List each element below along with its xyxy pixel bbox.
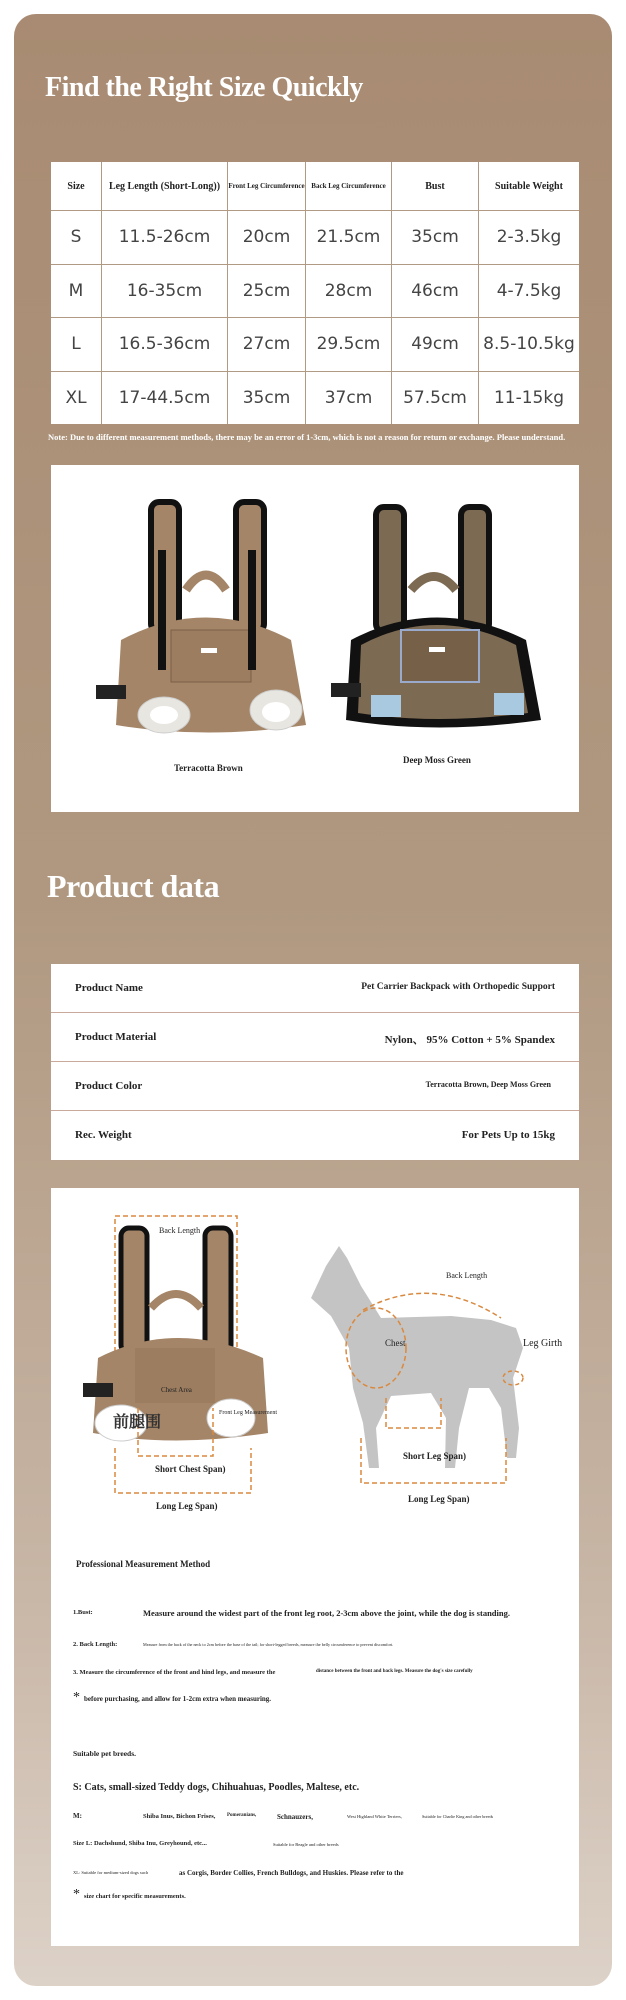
cell-size: S bbox=[51, 211, 102, 265]
method-star-2-text: size chart for specific measurements. bbox=[84, 1893, 186, 1900]
breed-line-l-extra: Suitable for Beagle and other breeds bbox=[273, 1842, 339, 1847]
method-title: Professional Measurement Method bbox=[76, 1559, 211, 1569]
label-back-length-left: Back Length bbox=[159, 1226, 201, 1235]
breed-line-m-c: Schnauzers, bbox=[277, 1813, 313, 1821]
cell-weight: 2-3.5kg bbox=[479, 211, 580, 265]
cell-front-leg: 20cm bbox=[228, 211, 306, 265]
cell-leg-length: 17-44.5cm bbox=[102, 371, 228, 424]
product-row-value: For Pets Up to 15kg bbox=[461, 1129, 555, 1141]
product-row-key: Product Color bbox=[75, 1080, 143, 1092]
header-bust: Bust bbox=[392, 162, 479, 211]
cell-back-leg: 29.5cm bbox=[306, 318, 392, 372]
table-row bbox=[51, 371, 579, 424]
label-dog-back-length: Back Length bbox=[446, 1271, 488, 1280]
carrier-brown-image bbox=[76, 490, 336, 750]
cell-size: L bbox=[51, 318, 102, 372]
label-chinese-front-leg: 前腿围 bbox=[113, 1412, 162, 1431]
label-chest-area: Chest Area bbox=[161, 1386, 192, 1394]
cell-bust: 35cm bbox=[392, 211, 479, 265]
header-size: Size bbox=[51, 162, 102, 211]
size-table-header bbox=[51, 162, 579, 211]
method-star-1: * bbox=[73, 1690, 80, 1705]
color-label-green: Deep Moss Green bbox=[403, 755, 471, 765]
header-back-leg: Back Leg Circumference bbox=[306, 162, 392, 211]
carrier-green-image bbox=[316, 495, 566, 745]
breed-line-s: S: Cats, small-sized Teddy dogs, Chihuahuas, Poodles, Maltese, etc. bbox=[73, 1782, 360, 1793]
label-front-leg-measurement: Front Leg Measurement bbox=[219, 1410, 277, 1416]
product-row-value: Pet Carrier Backpack with Orthopedic Support bbox=[361, 982, 555, 992]
header-front-leg: Front Leg Circumference bbox=[228, 162, 306, 211]
label-chest: Chest bbox=[385, 1338, 406, 1348]
breed-line-m-d: West Highland White Terriers, bbox=[347, 1814, 402, 1819]
product-row-value: Terracotta Brown, Deep Moss Green bbox=[425, 1080, 551, 1089]
breed-line-m-e: Suitable for Charlie King and other breeds bbox=[422, 1814, 494, 1819]
product-row-value: Nylon、 95% Cotton + 5% Spandex bbox=[384, 1034, 555, 1046]
cell-front-leg: 35cm bbox=[228, 371, 306, 424]
breed-line-l: Size L: Dachshund, Shiba Inu, Greyhound, etc... bbox=[73, 1840, 207, 1847]
breed-line-m-a: Shiba Inus, Bichon Frises, bbox=[143, 1813, 216, 1820]
color-label-brown: Terracotta Brown bbox=[174, 763, 243, 773]
method-star-2: * bbox=[73, 1887, 80, 1902]
cell-back-leg: 37cm bbox=[306, 371, 392, 424]
cell-front-leg: 27cm bbox=[228, 318, 306, 372]
breed-line-xl-text: as Corgis, Border Collies, French Bulldogs, and Huskies. Please refer to the bbox=[179, 1869, 404, 1877]
product-row-color bbox=[51, 1062, 579, 1111]
cell-leg-length: 11.5-26cm bbox=[102, 211, 228, 265]
measurement-card bbox=[51, 1188, 579, 1946]
size-note: Note: Due to different measurement methods, there may be an error of 1-3cm, which is not a reason for return or exchange. Please understand. bbox=[48, 432, 566, 442]
product-row-material bbox=[51, 1013, 579, 1062]
method-line-3a: 3. Measure the circumference of the front and hind legs, and measure the bbox=[73, 1669, 276, 1676]
cell-back-leg: 21.5cm bbox=[306, 211, 392, 265]
table-row bbox=[51, 211, 579, 265]
cell-bust: 49cm bbox=[392, 318, 479, 372]
product-row-name bbox=[51, 964, 579, 1013]
cell-leg-length: 16-35cm bbox=[102, 264, 228, 318]
color-options-card bbox=[51, 465, 579, 812]
cell-size: XL bbox=[51, 371, 102, 424]
cell-bust: 46cm bbox=[392, 264, 479, 318]
header-weight: Suitable Weight bbox=[479, 162, 580, 211]
label-short-chest-span: Short Chest Span) bbox=[155, 1464, 226, 1474]
label-long-leg-span-right: Long Leg Span) bbox=[408, 1494, 470, 1504]
method-line-3b: distance between the front and back legs. Measure the dog's size carefully bbox=[316, 1669, 473, 1674]
product-data-card bbox=[51, 964, 579, 1160]
label-long-leg-span-left: Long Leg Span) bbox=[156, 1501, 218, 1511]
cell-bust: 57.5cm bbox=[392, 371, 479, 424]
cell-size: M bbox=[51, 264, 102, 318]
method-line-2-text: Measure from the back of the neck to 2cm before the base of the tail; for short-legged breeds, measure the belly circumference to prevent discomfort. bbox=[143, 1642, 394, 1647]
label-leg-girth: Leg Girth bbox=[523, 1338, 563, 1349]
method-line-1-label: 1.Bust: bbox=[73, 1609, 93, 1616]
cell-leg-length: 16.5-36cm bbox=[102, 318, 228, 372]
product-section-title: Product data bbox=[47, 868, 220, 904]
size-section-title: Find the Right Size Quickly bbox=[45, 72, 363, 103]
carrier-measure-diagram bbox=[73, 1208, 273, 1508]
method-line-1-text: Measure around the widest part of the front leg root, 2-3cm above the joint, while the dog is standing. bbox=[143, 1608, 510, 1618]
cell-front-leg: 25cm bbox=[228, 264, 306, 318]
breeds-title: Suitable pet breeds. bbox=[73, 1749, 136, 1758]
table-row bbox=[51, 264, 579, 318]
cell-weight: 11-15kg bbox=[479, 371, 580, 424]
product-row-key: Product Name bbox=[75, 982, 143, 994]
cell-weight: 8.5-10.5kg bbox=[479, 318, 580, 372]
table-row bbox=[51, 318, 579, 372]
product-row-key: Rec. Weight bbox=[75, 1129, 132, 1141]
size-table bbox=[51, 162, 579, 424]
breed-line-m-label: M: bbox=[73, 1812, 82, 1820]
breed-line-m-b: Pomeranians, bbox=[227, 1813, 257, 1818]
cell-weight: 4-7.5kg bbox=[479, 264, 580, 318]
method-line-2-label: 2. Back Length: bbox=[73, 1641, 118, 1648]
product-row-key: Product Material bbox=[75, 1031, 157, 1043]
label-short-leg-span: Short Leg Span) bbox=[403, 1451, 467, 1461]
cell-back-leg: 28cm bbox=[306, 264, 392, 318]
header-leg-length: Leg Length (Short-Long)) bbox=[102, 162, 228, 211]
product-row-weight bbox=[51, 1111, 579, 1159]
breed-line-xl-label: XL: Suitable for medium-sized dogs such bbox=[73, 1870, 149, 1875]
method-star-1-text: before purchasing, and allow for 1-2cm extra when measuring. bbox=[84, 1695, 272, 1703]
